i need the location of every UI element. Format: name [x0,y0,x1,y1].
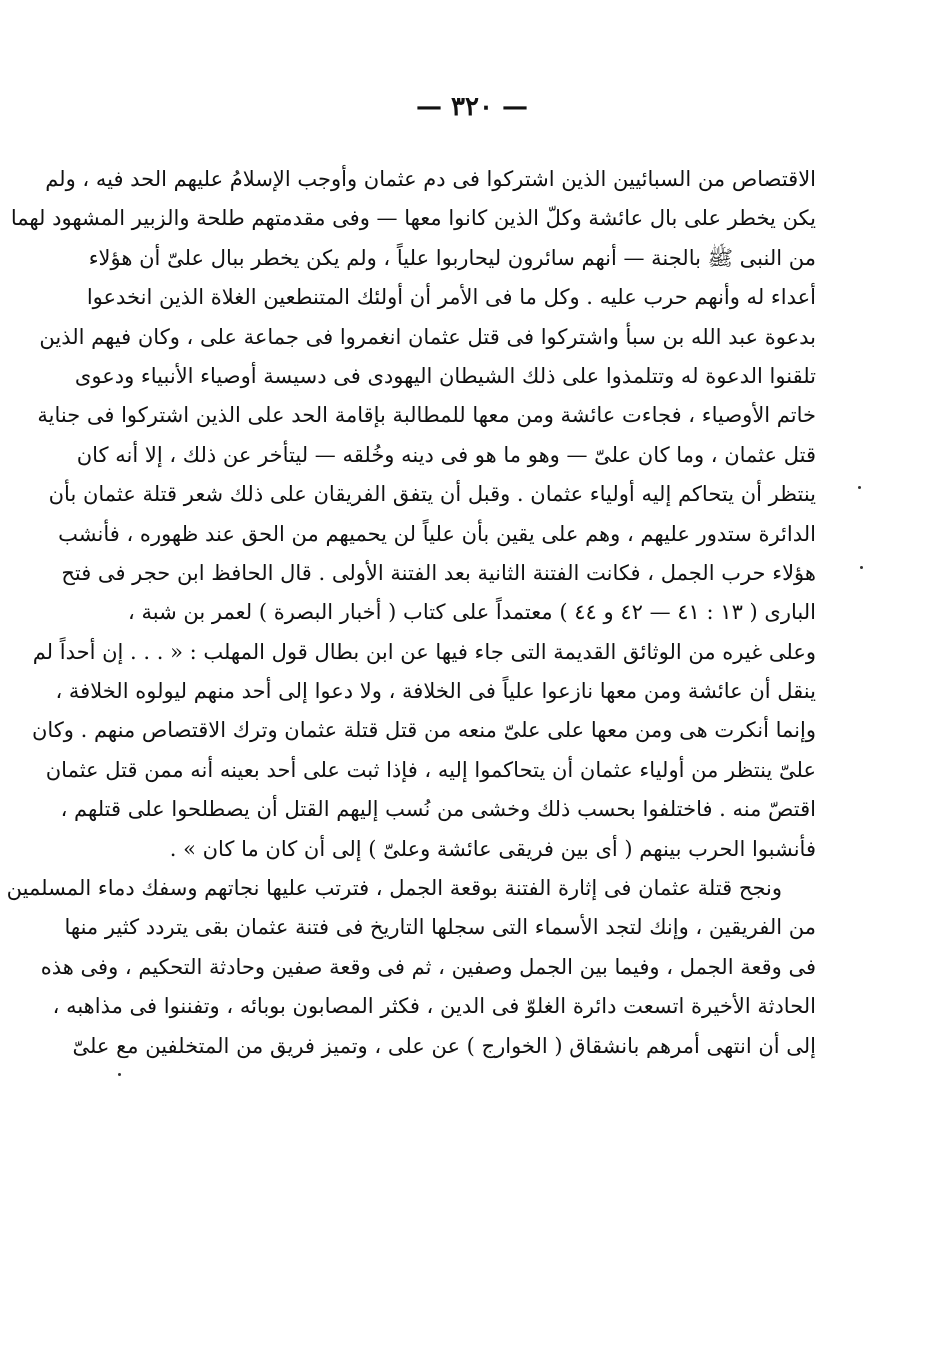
text-line: وإنما أنكرت هى ومن معها على علىّ منعه من قتل قتلة عثمان وترك الاقتصاص منهم . وكان [31,718,816,743]
text-line: من النبى ﷺ بالجنة — أنهم سائرون ليحاربوا علياً ، ولم يكن يخطر ببال علىّ أن هؤلاء [88,245,816,270]
text-line: الحادثة الأخيرة اتسعت دائرة الغلوّ فى الدين ، فكثر المصابون بوبائه ، وتفننوا فى مذاهبه ، [52,994,816,1019]
text-line: فأنشبوا الحرب بينهم ( أى بين فريقى عائشة وعلىّ ) إلى أن كان ما كان » . [169,836,816,861]
text-line: علىّ ينتظر من أولياء عثمان أن يتحاكموا إليه ، فإذا ثبت على أحد بعينه أنه ممن قتل عثمان [45,757,816,782]
paragraph-1 [10,160,816,869]
text-line: أعداء له وأنهم حرب عليه . وكل ما فى الأمر أن أولئك المتنطعين الغلاة الذين انخدعوا [86,285,816,310]
text-line: ينقل أن عائشة ومن معها نازعوا علياً فى الخلافة ، ولا دعوا إلى أحد منهم ليولوه الخلافة ، [55,679,816,704]
text-line: وعلى غيره من الوثائق القديمة التى جاء فيها عن ابن بطال قول المهلب : « . . . إن أحداً لم [32,639,816,664]
page-number: — ٣٢٠ — [415,92,529,122]
text-line: الاقتصاص من السبائيين الذين اشتركوا فى دم عثمان وأوجب الإسلامُ عليهم الحد فيه ، ولم [45,167,816,191]
text-line: يكن يخطر على بال عائشة وكلّ الذين كانوا معها — وفى مقدمتهم طلحة والزبير المشهود لهما [10,206,816,231]
text-line: ونجح قتلة عثمان فى إثارة الفتنة بوقعة الجمل ، فترتب عليها نجاتهم وسفك دماء المسلمين [6,876,782,901]
text-line: البارى ( ١٣ : ٤١ — ٤٢ و ٤٤ ) معتمداً على كتاب ( أخبار البصرة ) لعمر بن شبة ، [128,600,816,625]
scan-speck [118,1073,121,1076]
text-line: قتل عثمان ، وما كان علىّ — وهو ما هو فى دينه وخُلقه — ليتأخر عن ذلك ، إلا أنه كان [76,442,816,467]
text-line: خاتم الأوصياء ، فجاءت عائشة ومن معها للمطالبة بإقامة الحد على الذين اشتركوا فى جناية [37,403,816,428]
text-line: تلقنوا الدعوة له وتتلمذوا على ذلك الشيطان اليهودى فى دسيسة أوصياء الأنبياء ودعوى [74,363,816,388]
text-line: من الفريقين ، وإنك لتجد الأسماء التى سجلها التاريخ فى فتنة عثمان بقى يتردد كثير منها [64,915,816,940]
text-line: بدعوة عبد الله بن سبأ واشتركوا فى قتل عثمان انغمروا فى جماعة على ، وكان فيهم الذين [39,324,816,349]
paragraph-2 [6,869,816,1066]
text-line: الدائرة ستدور عليهم ، وهم على يقين بأن علياً لن يحميهم من الحق عند ظهوره ، فأنشب [58,521,816,546]
text-line: فى وقعة الجمل ، وفيما بين الجمل وصفين ، ثم فى وقعة صفين وحادثة التحكيم ، وفى هذه [40,954,816,979]
text-line: إلى أن انتهى أمرهم بانشقاق ( الخوارج ) عن على ، وتميز فريق من المتخلفين مع علىّ [72,1033,816,1058]
scan-speck [858,486,861,489]
text-line: ينتظر أن يتحاكم إليه أولياء عثمان . وقبل أن يتفق الفريقان على ذلك شعر قتلة عثمان بأن [48,482,816,507]
text-line: اقتصّ منه . فاختلفوا بحسب ذلك وخشى من نُسب إليهم القتل أن يصطلحوا على قتلهم ، [60,797,816,822]
scan-speck [860,566,863,569]
page-body [6,160,816,1066]
text-line: هؤلاء حرب الجمل ، فكانت الفتنة الثانية بعد الفتنة الأولى . قال الحافظ ابن حجر فى فتح [61,560,816,585]
